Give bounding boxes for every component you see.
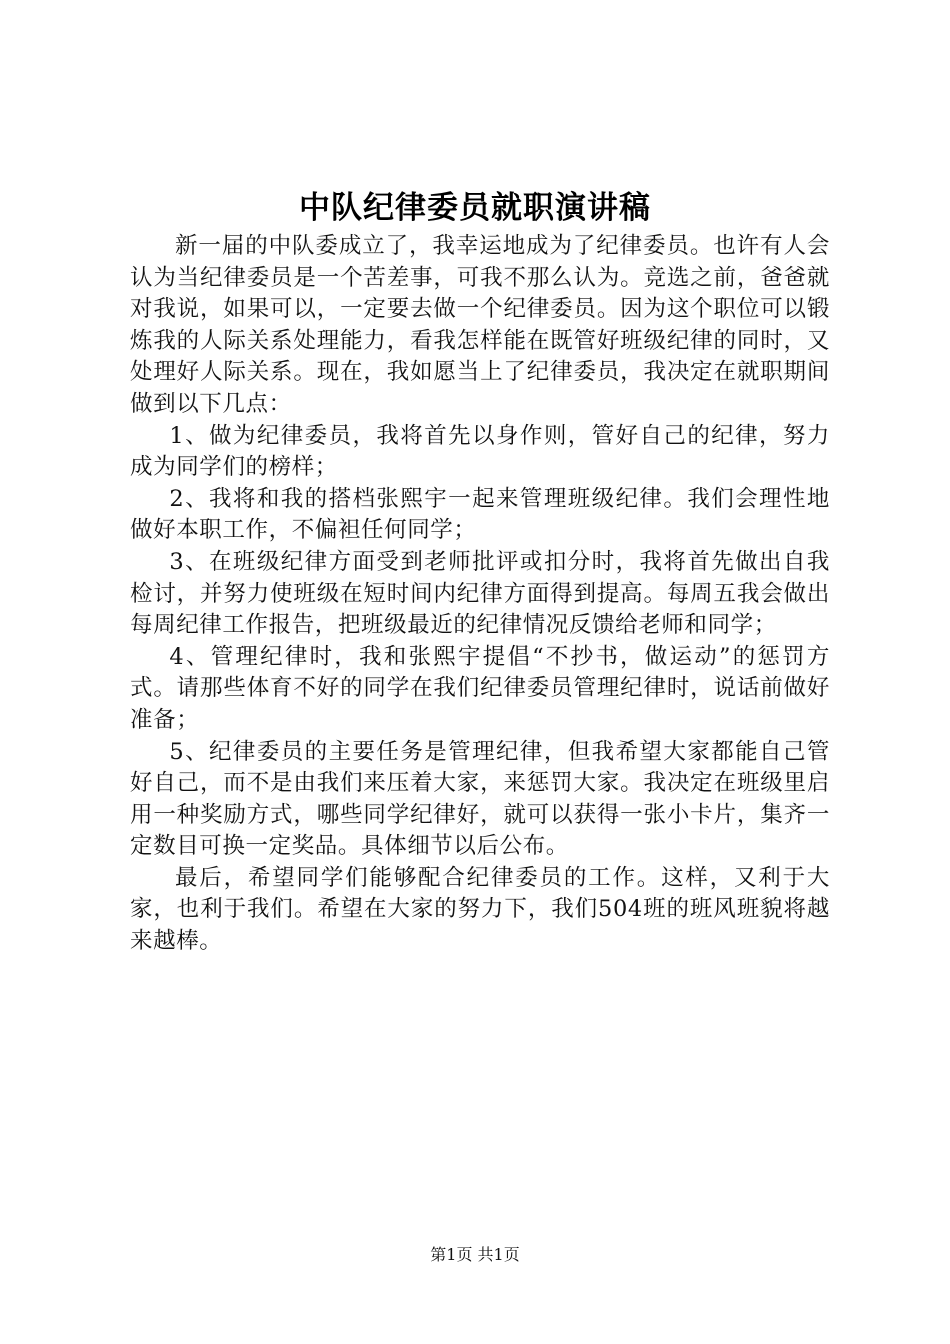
- document-body: [130, 231, 830, 958]
- paragraph-point-2: 2、我将和我的搭档张熙宇一起来管理班级纪律。我们会理性地做好本职工作，不偏袒任何同学；: [130, 485, 830, 544]
- paragraph-point-4: 4、管理纪律时，我和张熙宇提倡“不抄书，做运动”的惩罚方式。请那些体育不好的同学在我们纪律委员管理纪律时，说话前做好准备；: [130, 643, 830, 733]
- paragraph-closing: 最后，希望同学们能够配合纪律委员的工作。这样，又利于大家，也利于我们。希望在大家的努力下，我们504班的班风班貌将越来越棒。: [130, 864, 830, 955]
- paragraph-point-1: 1、做为纪律委员，我将首先以身作则，管好自己的纪律，努力成为同学们的榜样；: [130, 422, 830, 481]
- paragraph-point-5: 5、纪律委员的主要任务是管理纪律，但我希望大家都能自己管好自己，而不是由我们来压着大家，来惩罚大家。我决定在班级里启用一种奖励方式，哪些同学纪律好，就可以获得一张小卡片，集齐一定数目可换一定奖品。具体细节以后公布。: [130, 738, 830, 860]
- paragraph-intro: 新一届的中队委成立了，我幸运地成为了纪律委员。也许有人会认为当纪律委员是一个苦差事，可我不那么认为。竞选之前，爸爸就对我说，如果可以，一定要去做一个纪律委员。因为这个职位可以锻炼我的人际关系处理能力，看我怎样能在既管好班级纪律的同时，又处理好人际关系。现在，我如愿当上了纪律委员，我决定在就职期间做到以下几点：: [130, 233, 830, 417]
- paragraph-point-3: 3、在班级纪律方面受到老师批评或扣分时，我将首先做出自我检讨，并努力使班级在短时间内纪律方面得到提高。每周五我会做出每周纪律工作报告，把班级最近的纪律情况反馈给老师和同学；: [130, 548, 830, 639]
- document-title: 中队纪律委员就职演讲稿: [299, 190, 651, 226]
- page-footer: 第1页 共1页: [430, 1245, 520, 1264]
